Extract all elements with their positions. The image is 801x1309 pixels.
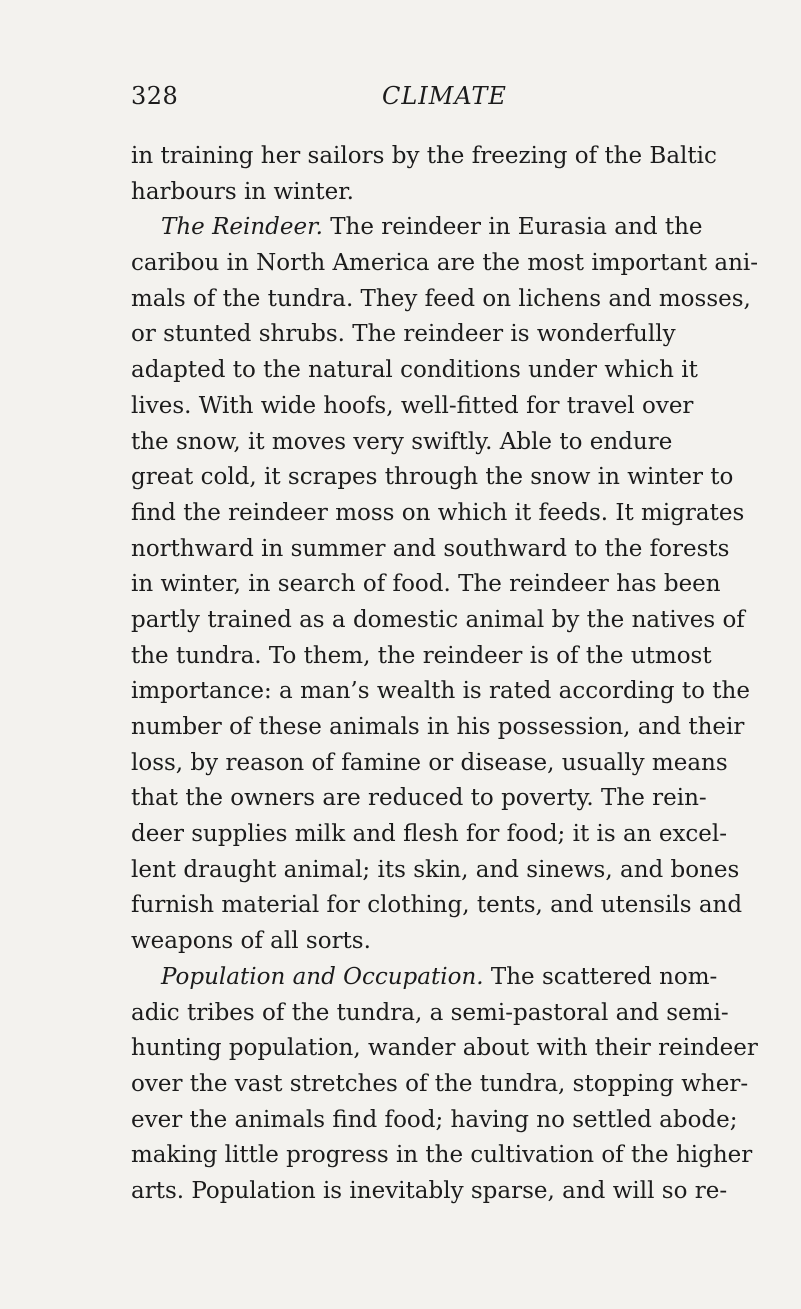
body-text	[131, 139, 759, 1210]
running-head: CLIMATE	[382, 82, 507, 110]
text-line: in training her sailors by the freezing of the Baltic	[131, 143, 717, 169]
text-line: caribou in North America are the most important ani-	[131, 250, 759, 277]
text-line: harbours in winter.	[131, 178, 354, 205]
text-line: making little progress in the cultivation of the higher	[131, 1142, 753, 1169]
text-line: adapted to the natural conditions under which it	[131, 357, 698, 384]
text-line: lives. With wide hoofs, well-fitted for travel over	[131, 392, 694, 419]
text-line: weapons of all sorts.	[131, 928, 371, 955]
text-line: or stunted shrubs. The reindeer is wonderfully	[131, 321, 676, 348]
text-line: mals of the tundra. They feed on lichens and mosses,	[131, 285, 751, 312]
text-line: The Reindeer. The reindeer in Eurasia and the	[161, 214, 703, 241]
text-line: adic tribes of the tundra, a semi-pastoral and semi-	[131, 999, 729, 1026]
text-line: the snow, it moves very swiftly. Able to endure	[131, 428, 673, 455]
text-line: partly trained as a domestic animal by the natives of	[131, 606, 745, 633]
text-line: loss, by reason of famine or disease, usually means	[131, 749, 728, 776]
text-line: lent draught animal; its skin, and sinews, and bones	[131, 856, 740, 883]
text-line: hunting population, wander about with their reindeer	[131, 1035, 758, 1062]
text-line: great cold, it scrapes through the snow in winter to	[131, 464, 734, 491]
page-number: 328	[131, 82, 179, 110]
section-heading-reindeer: The Reindeer.	[161, 214, 323, 241]
text-line: ever the animals find food; having no settled abode;	[131, 1106, 738, 1133]
text-line: arts. Population is inevitably sparse, and will so re-	[131, 1177, 728, 1204]
text-line: deer supplies milk and flesh for food; it is an excel-	[131, 821, 728, 848]
text-line: furnish material for clothing, tents, and utensils and	[131, 892, 743, 919]
text-line: in winter, in search of food. The reindeer has been	[131, 571, 721, 598]
text-line: number of these animals in his possession, and their	[131, 714, 745, 740]
text-line: northward in summer and southward to the forests	[131, 535, 730, 562]
text-line: find the reindeer moss on which it feeds. It migrates	[131, 499, 745, 526]
text-line: over the vast stretches of the tundra, stopping wher-	[131, 1070, 749, 1097]
text-line: importance: a man’s wealth is rated according to the	[131, 678, 750, 705]
section-heading-population: Population and Occupation.	[161, 963, 484, 990]
text-line: the tundra. To them, the reindeer is of the utmost	[131, 642, 712, 669]
text-line: Population and Occupation. The scattered nom-	[161, 963, 718, 990]
text-line: that the owners are reduced to poverty. The rein-	[131, 785, 707, 812]
page-header	[131, 82, 671, 122]
